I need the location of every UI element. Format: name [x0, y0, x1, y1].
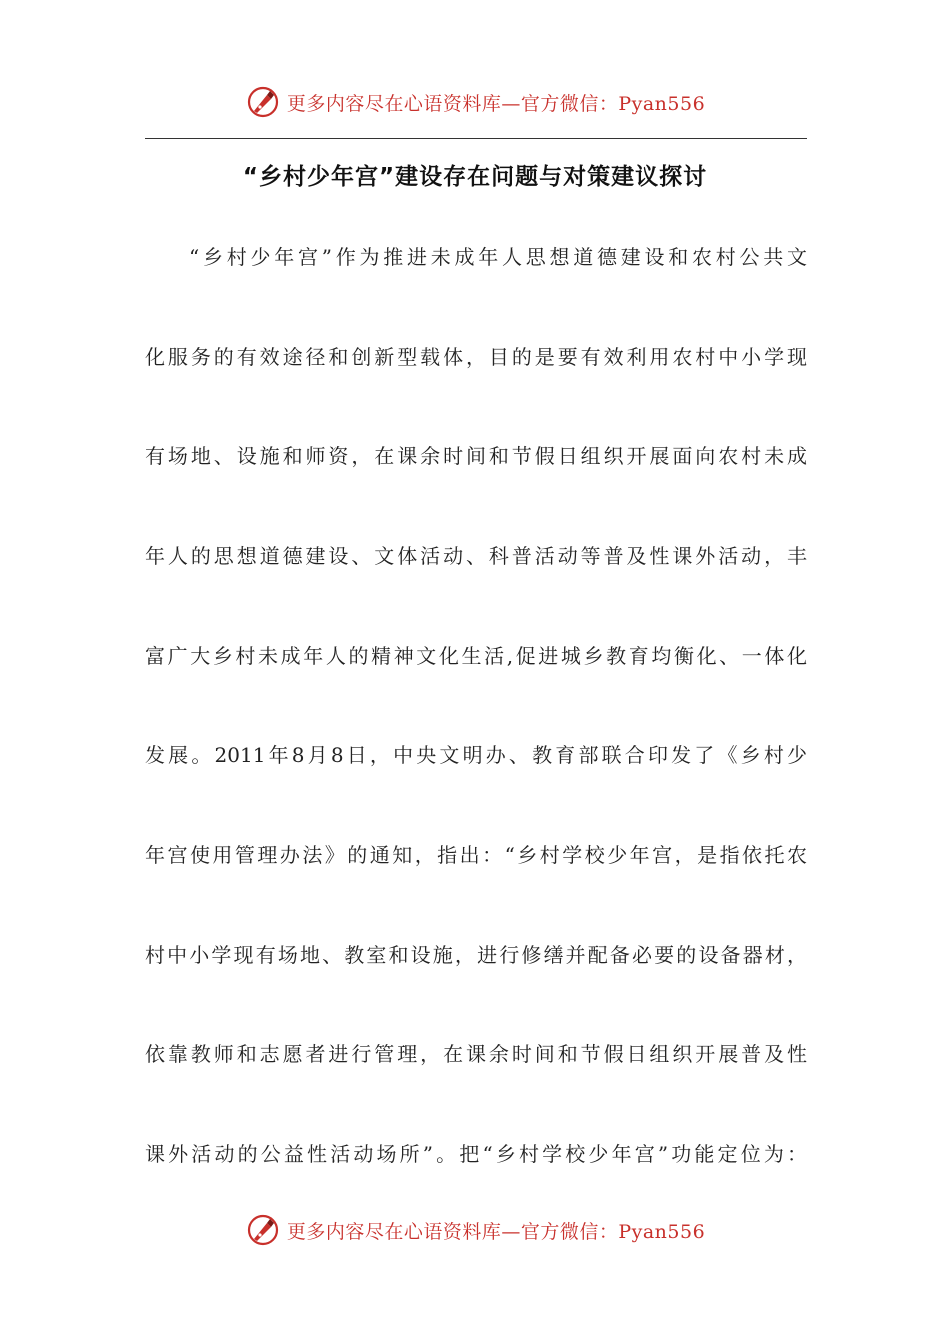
pen-nib-logo-icon: [245, 1212, 281, 1248]
document-title: “乡村少年宫”建设存在问题与对策建议探讨: [242, 164, 708, 190]
paragraph-line: 年人的思想道德建设、文体活动、科普活动等普及性课外活动，丰: [145, 544, 807, 568]
footer-banner-text: 更多内容尽在心语资料库—官方微信：Pyan556: [286, 1220, 706, 1243]
paragraph-line: 化服务的有效途径和创新型载体，目的是要有效利用农村中小学现: [145, 345, 807, 369]
pen-nib-logo-icon: [245, 84, 281, 120]
paragraph-line: 年宫使用管理办法》的通知，指出：“乡村学校少年宫，是指依托农: [145, 843, 807, 867]
footer-banner: [0, 1210, 950, 1250]
paragraph-line: 有场地、设施和师资，在课余时间和节假日组织开展面向农村未成: [145, 444, 807, 468]
header-banner-text: 更多内容尽在心语资料库—官方微信：Pyan556: [286, 92, 706, 115]
paragraph-line: 依靠教师和志愿者进行管理，在课余时间和节假日组织开展普及性: [145, 1042, 807, 1066]
paragraph-line: 课外活动的公益性活动场所”。把“乡村学校少年宫”功能定位为：: [145, 1142, 807, 1166]
paragraph-line: “乡村少年宫”作为推进未成年人思想道德建设和农村公共文: [189, 245, 807, 269]
paragraph-line: 发展。2011年8月8日，中央文明办、教育部联合印发了《乡村少: [145, 743, 807, 767]
paragraph-line: 村中小学现有场地、教室和设施，进行修缮并配备必要的设备器材，: [145, 943, 807, 967]
paragraph-line: 富广大乡村未成年人的精神文化生活,促进城乡教育均衡化、一体化: [145, 644, 807, 668]
header-banner: [0, 82, 950, 122]
header-divider: [145, 138, 807, 139]
